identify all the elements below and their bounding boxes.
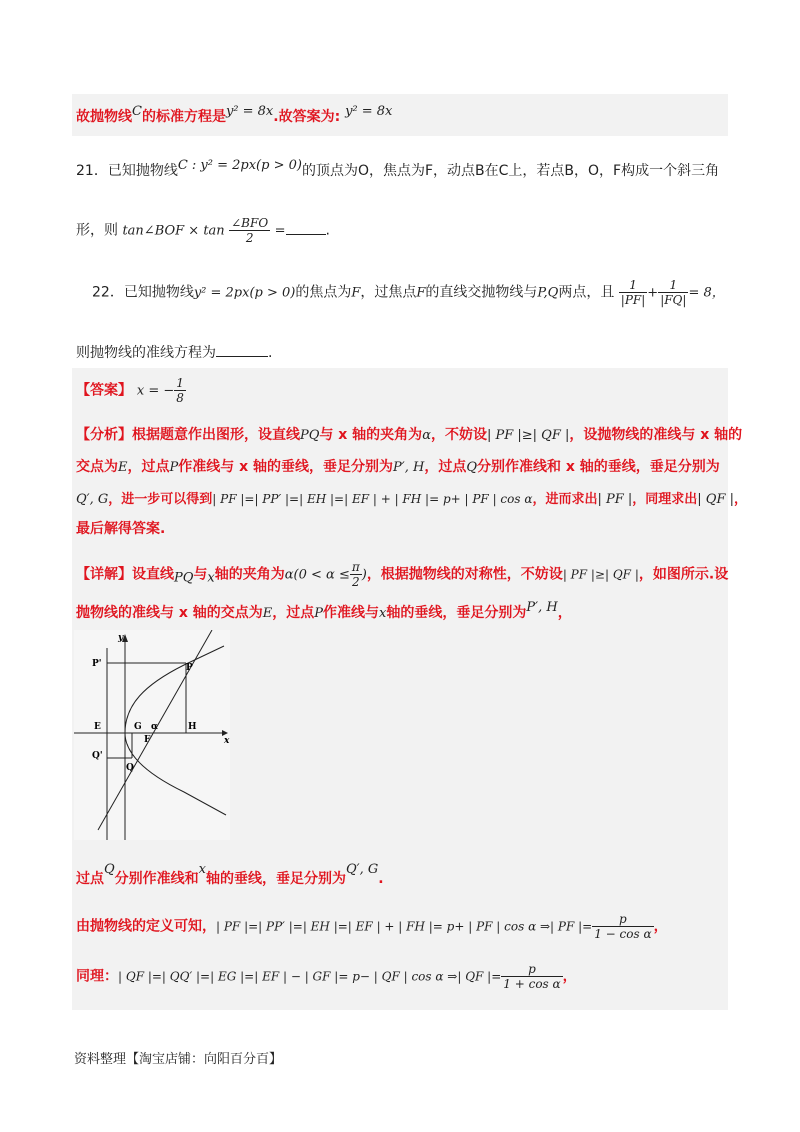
- label-x: x: [224, 736, 230, 746]
- analysis-E: E: [118, 460, 128, 475]
- analysis-pts1: P′, H: [393, 460, 425, 475]
- analysis-l2-a: 交点为: [76, 459, 118, 475]
- analysis-l3-a: ，进一步可以得到: [108, 492, 213, 507]
- footer-source: 资料整理【淘宝店铺：向阳百分百】: [74, 1052, 283, 1067]
- detail-line1: [76, 560, 728, 589]
- parabola-upper: [125, 646, 224, 733]
- analysis-l2-d: ，过点: [424, 459, 467, 475]
- detail-PQ: PQ: [174, 570, 194, 586]
- top-answer-line: [76, 104, 392, 126]
- q21-eq: C : y² = 2px(p > 0): [177, 158, 302, 173]
- label-alpha: α: [151, 722, 158, 732]
- parabola-lower: [125, 733, 226, 815]
- q22-eq-end: = 8，: [688, 285, 725, 301]
- same-eq: | QF |=| QQ′ |=| EG |=| EF | − | GF |= p− | QF | cos α ⇒| QF |=: [118, 969, 502, 984]
- detail-l2-b: ，过点: [272, 605, 315, 621]
- analysis-line3: [76, 488, 747, 507]
- detail-same: [76, 962, 577, 991]
- detail-l2-d: 轴的垂线，垂足分别为: [386, 605, 527, 621]
- analysis-l3-b: ，进而求出: [532, 492, 598, 507]
- top-eq2: y² = 8x: [345, 104, 393, 119]
- parabola-diagram: [74, 630, 230, 840]
- same-frac: [501, 962, 562, 991]
- after-fig-c: 轴的垂线，垂足分别为: [206, 871, 347, 887]
- same-a: 同理：: [76, 968, 118, 985]
- analysis-ineq: | PF |≥| QF |: [486, 428, 570, 443]
- q21-text-b: 的顶点为O，焦点为F，动点B在C上，若点B，O，F构成一个斜三角: [301, 163, 720, 179]
- same-end: ，: [562, 968, 577, 985]
- def-frac: [592, 912, 653, 941]
- detail-l1-c: 轴的夹角为: [214, 566, 285, 583]
- detail-l2-c: 作准线与: [323, 605, 380, 621]
- analysis-eq: | PF |=| PP′ |=| EH |=| EF | + | FH |= p+ | PF | cos α: [212, 492, 533, 506]
- q21-line2-a: 形，则: [76, 222, 118, 239]
- q22-line2-text: 则抛物线的准线方程为: [76, 345, 216, 361]
- parabola-figure: [74, 630, 230, 840]
- analysis-l1-c: ，不妨设: [430, 427, 487, 443]
- q21-line2: [76, 216, 330, 245]
- detail-pi-frac: [350, 560, 362, 589]
- def-a: 由抛物线的定义可知，: [76, 918, 216, 935]
- after-fig-b: 分别作准线和: [114, 871, 199, 887]
- analysis-l4: 最后解得答案.: [76, 521, 166, 537]
- analysis-pts2: Q′, G: [76, 492, 109, 507]
- q21-frac-den: 2: [245, 231, 254, 245]
- analysis-l2-e: 分别作准线和 x 轴的垂线，垂足分别为: [477, 459, 720, 475]
- q22-a: 22．已知抛物线: [92, 284, 194, 301]
- q22-PQ: P,Q: [537, 285, 559, 301]
- q22-line2: [76, 342, 272, 362]
- q22-eq: y² = 2px(p > 0): [193, 285, 296, 301]
- q22-frac2-den: |FQ|: [660, 293, 687, 307]
- after-fig-x: x: [198, 862, 207, 877]
- analysis-alpha: α: [422, 428, 431, 443]
- answer-label: 【答案】: [76, 382, 132, 399]
- def-frac-num: p: [592, 912, 653, 927]
- analysis-PF: | PF |: [597, 492, 633, 507]
- detail-pi: π: [351, 560, 360, 574]
- detail-l2-e: ，: [557, 605, 572, 621]
- label-h: H: [188, 722, 197, 732]
- top-eq1: y² = 8x: [225, 104, 274, 119]
- answer-frac-num: 1: [176, 376, 184, 390]
- detail-x2: x: [379, 606, 387, 621]
- answer-frac-den: 8: [176, 391, 184, 405]
- analysis-l2-c: 作准线与 x 轴的垂线，垂足分别为: [178, 459, 394, 475]
- top-suffix: .故答案为:: [273, 109, 341, 125]
- q22-frac2: [658, 278, 688, 307]
- detail-two: 2: [351, 575, 360, 589]
- analysis-line1: [76, 424, 742, 444]
- q21-blank: [286, 234, 326, 235]
- analysis-line2: [76, 456, 720, 476]
- q21-tan-expr: tan∠BOF × tan: [122, 223, 225, 239]
- label-e: E: [94, 722, 101, 732]
- after-fig-a: 过点: [76, 871, 104, 887]
- label-f: F: [144, 735, 151, 745]
- q22-frac2-num: 1: [658, 278, 688, 293]
- q21-frac-num: ∠BFO: [231, 216, 269, 230]
- analysis-l1-a: 【分析】根据题意作出图形，设直线: [76, 427, 300, 443]
- def-end: ，: [653, 918, 668, 935]
- q22-c: ，过焦点: [360, 284, 417, 301]
- detail-P: P: [314, 606, 324, 621]
- label-p-prime: P': [92, 659, 102, 669]
- after-fig-pts: Q′, G: [346, 862, 379, 877]
- q22-frac1: [619, 278, 648, 307]
- def-frac-den: 1 − cos α: [594, 927, 652, 941]
- label-p: P: [186, 663, 193, 673]
- after-fig-Q: Q: [104, 862, 115, 877]
- q22-blank: [216, 356, 268, 357]
- analysis-l2-b: ，过点: [127, 459, 170, 475]
- analysis-l3-c: ，同理求出: [632, 492, 698, 507]
- answer-eq: x = −: [136, 383, 175, 399]
- label-q: Q: [126, 763, 134, 773]
- detail-l1-e: ，如图所示.设: [638, 566, 729, 583]
- analysis-l3-d: ，: [733, 492, 747, 507]
- detail-line2: [76, 600, 572, 622]
- analysis-PQ: PQ: [300, 428, 320, 443]
- detail-ineq: | PF |≥| QF |: [562, 567, 639, 582]
- detail-cond: α(0 < α ≤: [284, 567, 350, 583]
- detail-definition: [76, 912, 668, 941]
- detail-l1-b: 与: [193, 566, 208, 583]
- same-frac-num: p: [501, 962, 562, 977]
- q22-line1: [92, 278, 725, 307]
- q22-F2: F: [416, 285, 426, 301]
- label-g: G: [134, 722, 142, 732]
- analysis-l1-b: 与 x 轴的夹角为: [319, 427, 423, 443]
- q21-equals: =: [274, 223, 286, 239]
- detail-pts1: P′, H: [526, 600, 558, 615]
- q21-text-a: 21．已知抛物线: [76, 163, 178, 179]
- after-fig-d: .: [378, 871, 384, 887]
- q22-e: 两点，且: [558, 284, 615, 301]
- analysis-line4: [76, 518, 165, 538]
- q22-line2-end: .: [268, 345, 273, 361]
- q21-line1: [76, 158, 719, 180]
- detail-l2-a: 抛物线的准线与 x 轴的交点为: [76, 605, 263, 621]
- q22-frac1-num: 1: [619, 278, 648, 293]
- top-mid: 的标准方程是: [141, 109, 226, 125]
- def-eq: | PF |=| PP′ |=| EH |=| EF | + | FH |= p+ | PF | cos α ⇒| PF |=: [216, 919, 593, 934]
- answer-frac: [174, 376, 186, 405]
- detail-x1: x: [207, 570, 215, 586]
- label-y: y: [118, 633, 124, 643]
- q21-fraction: [229, 216, 270, 245]
- detail-close: ): [361, 567, 367, 583]
- detail-l1-d: ，根据抛物线的对称性，不妨设: [366, 566, 563, 583]
- detail-l1-a: 【详解】设直线: [76, 566, 174, 583]
- q22-b: 的焦点为: [295, 284, 352, 301]
- detail-after-fig: [76, 862, 384, 888]
- detail-E: E: [262, 606, 273, 621]
- q22-d: 的直线交抛物线与: [425, 284, 538, 301]
- q22-frac1-den: |PF|: [620, 293, 646, 307]
- analysis-l1-d: ，设抛物线的准线与 x 轴的: [569, 427, 743, 443]
- label-q-prime: Q': [92, 751, 103, 761]
- analysis-P: P: [169, 460, 179, 475]
- analysis-QF: | QF |: [697, 492, 734, 507]
- q22-F: F: [351, 285, 361, 301]
- c-symbol: C: [132, 104, 142, 119]
- top-prefix: 故抛物线: [76, 109, 132, 125]
- q22-plus: +: [647, 285, 659, 301]
- analysis-Q: Q: [466, 460, 478, 475]
- answer-line: [76, 376, 186, 405]
- same-frac-den: 1 + cos α: [503, 977, 561, 991]
- q21-end: .: [325, 222, 330, 239]
